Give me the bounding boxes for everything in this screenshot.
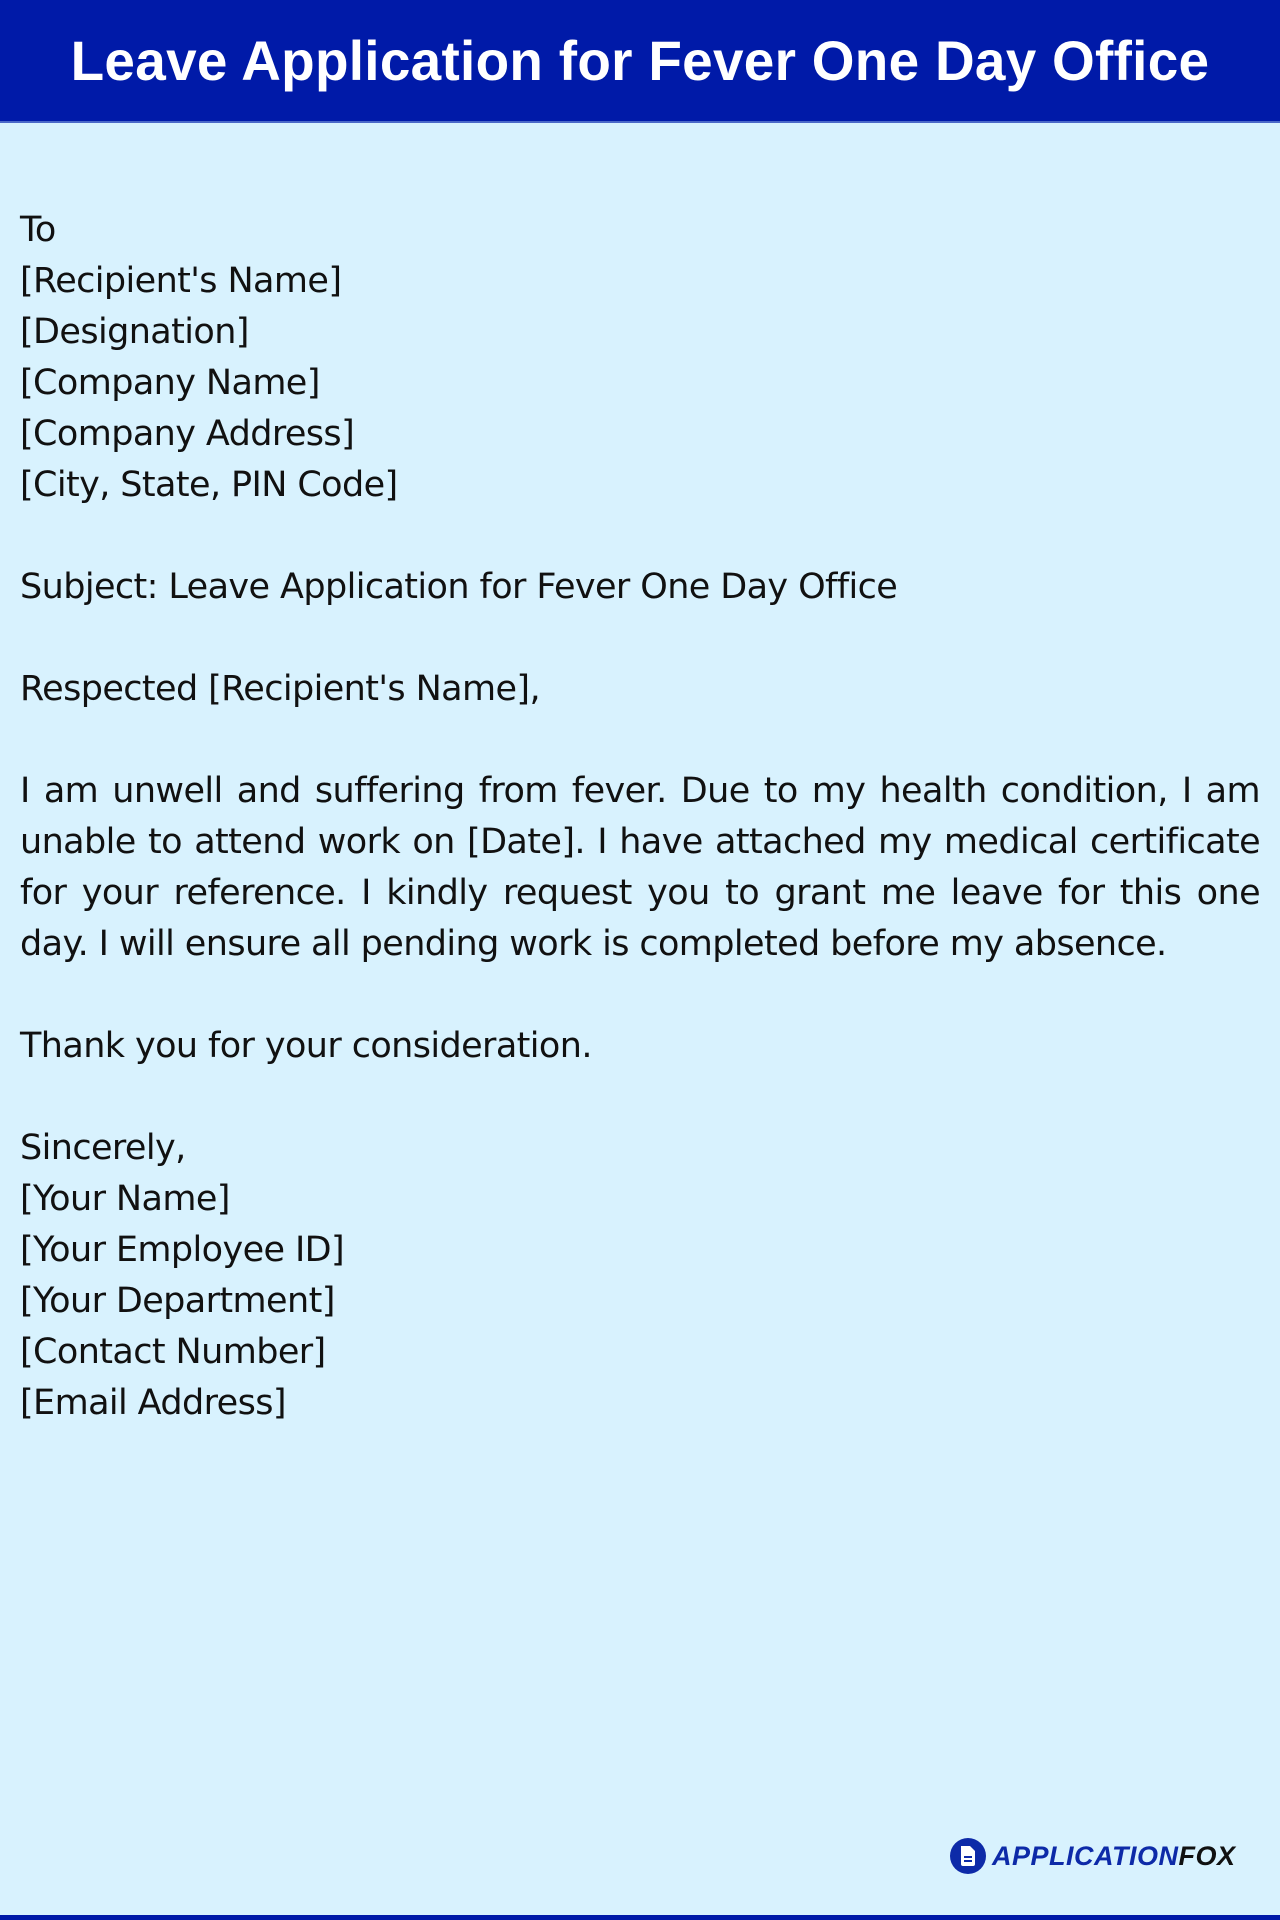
sender-name: [Your Name] — [20, 1179, 230, 1219]
recipient-block — [20, 205, 1260, 511]
recipient-to: To — [20, 210, 56, 250]
sender-department: [Your Department] — [20, 1281, 335, 1321]
recipient-company: [Company Name] — [20, 363, 320, 403]
subject-line: Subject: Leave Application for Fever One Day Office — [20, 567, 898, 607]
bottom-border — [0, 1915, 1280, 1920]
sender-contact: [Contact Number] — [20, 1332, 326, 1372]
page-title: Leave Application for Fever One Day Office — [70, 29, 1210, 92]
recipient-address: [Company Address] — [20, 414, 355, 454]
recipient-designation: [Designation] — [20, 312, 249, 352]
recipient-name: [Recipient's Name] — [20, 261, 342, 301]
thanks-line: Thank you for your consideration. — [20, 1026, 592, 1066]
letter-body — [20, 205, 1260, 1429]
brand-name: APPLICATIONFOX — [992, 1840, 1236, 1871]
signoff: Sincerely, — [20, 1128, 186, 1168]
recipient-city: [City, State, PIN Code] — [20, 465, 398, 505]
sender-email: [Email Address] — [20, 1383, 286, 1423]
brand-logo — [950, 1838, 1236, 1874]
title-banner — [0, 0, 1280, 123]
sender-employee-id: [Your Employee ID] — [20, 1230, 345, 1270]
salutation: Respected [Recipient's Name], — [20, 669, 541, 709]
body-paragraph: I am unwell and suffering from fever. Due to my health condition, I am unable to attend work on [Date]. I have attached my medical certificate for your reference. I kindly request you to grant me leave for this one day. I will ensure all pending work is completed before my absence. — [20, 771, 1260, 964]
signature-block — [20, 1123, 1260, 1429]
document-icon — [950, 1838, 986, 1874]
